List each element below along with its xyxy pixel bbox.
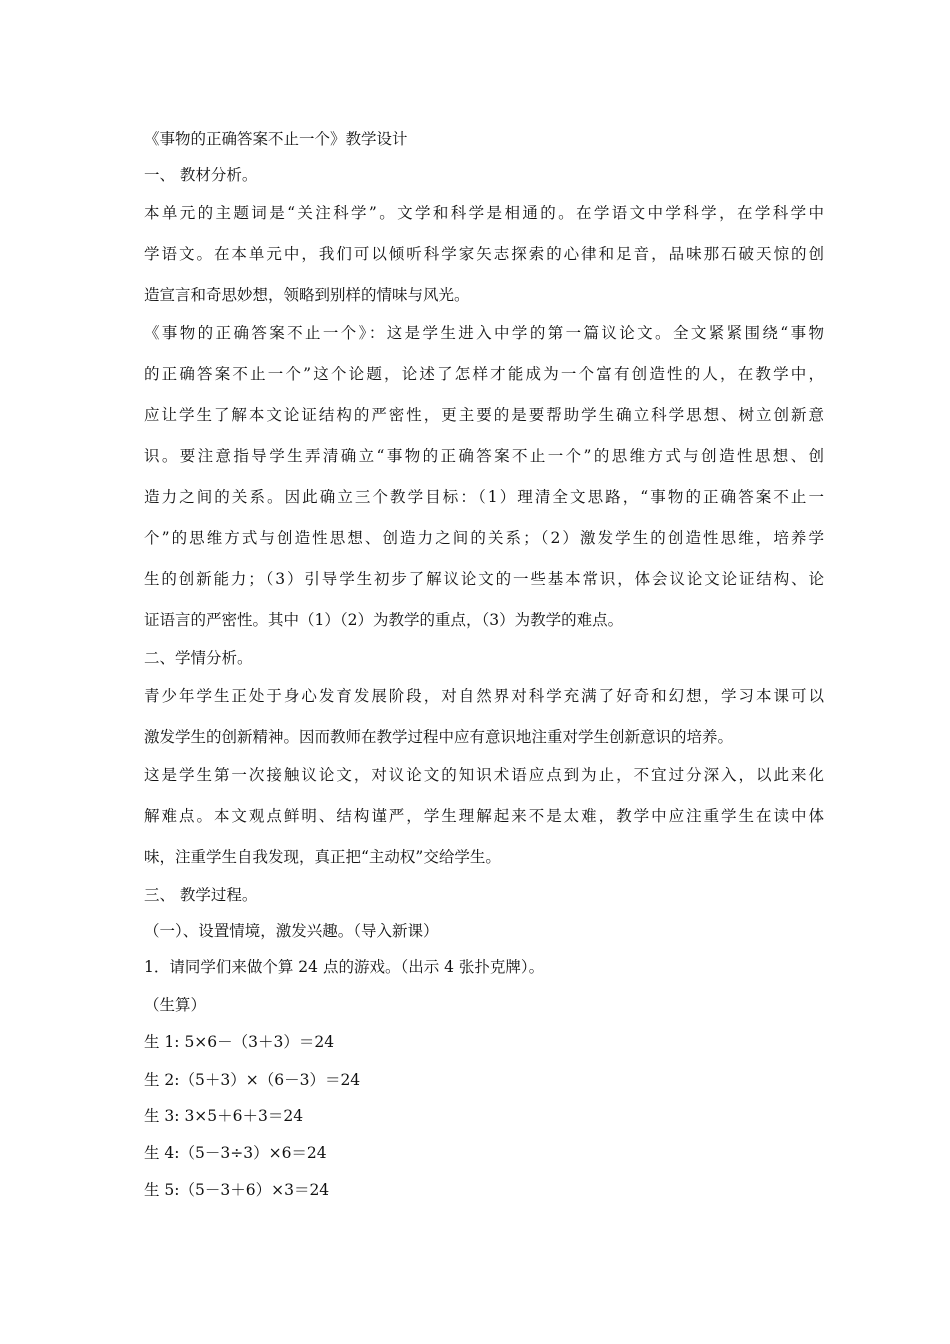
section-heading-3: 三、 教学过程。 (144, 886, 258, 904)
paragraph-line: 个”的思维方式与创造性思想、创造力之间的关系；（2）激发学生的创造性思维，培养学 (144, 529, 824, 547)
section-heading-2: 二、学情分析。 (144, 649, 253, 667)
paragraph-line: 造宣言和奇思妙想，领略到别样的情味与风光。 (144, 286, 470, 304)
document-title: 《事物的正确答案不止一个》教学设计 (144, 130, 408, 148)
paragraph-line: 本单元的主题词是“关注科学”。文学和科学是相通的。在学语文中学科学，在学科学中 (144, 204, 824, 222)
paragraph-line: 《事物的正确答案不止一个》：这是学生进入中学的第一篇议论文。全文紧紧围绕“事物 (144, 324, 824, 342)
paragraph-line: 青少年学生正处于身心发育发展阶段，对自然界对科学充满了好奇和幻想，学习本课可以 (144, 687, 824, 705)
answer-line: 生 1: 5×6－（3＋3）＝24 (144, 1033, 335, 1051)
paragraph-line: 激发学生的创新精神。因而教师在教学过程中应有意识地注重对学生创新意识的培养。 (144, 728, 734, 746)
paragraph-line: 造力之间的关系。因此确立三个教学目标：（1）理清全文思路，“事物的正确答案不止一 (144, 488, 824, 506)
paragraph-line: 证语言的严密性。其中（1）（2）为教学的重点，（3）为教学的难点。 (144, 611, 624, 629)
paragraph-line: 味，注重学生自我发现，真正把“主动权”交给学生。 (144, 848, 501, 866)
answer-line: 生 3: 3×5＋6＋3＝24 (144, 1107, 304, 1125)
answer-line: 生 2:（5＋3）×（6－3）＝24 (144, 1071, 361, 1089)
paragraph-line: 识。要注意指导学生弄清确立“事物的正确答案不止一个”的思维方式与创造性思想、创 (144, 447, 824, 465)
paragraph-line: 的正确答案不止一个”这个论题，论述了怎样才能成为一个富有创造性的人，在教学中， (144, 365, 824, 383)
list-item: 1．请同学们来做个算 24 点的游戏。（出示 4 张扑克牌）。 (144, 958, 545, 976)
answer-line: 生 4:（5－3÷3）×6＝24 (144, 1144, 327, 1162)
paragraph-line: 应让学生了解本文论证结构的严密性，更主要的是要帮助学生确立科学思想、树立创新意 (144, 406, 824, 424)
answer-line: 生 5:（5－3＋6）×3＝24 (144, 1181, 330, 1199)
paragraph-line: 生的创新能力；（3）引导学生初步了解议论文的一些基本常识，体会议论文论证结构、论 (144, 570, 824, 588)
section-heading-1: 一、 教材分析。 (144, 166, 258, 184)
paragraph-line: 这是学生第一次接触议论文，对议论文的知识术语应点到为止，不宜过分深入，以此来化 (144, 766, 824, 784)
paragraph-line: 学语文。在本单元中，我们可以倾听科学家矢志探索的心律和足音，品味那石破天惊的创 (144, 245, 824, 263)
subsection-heading: （一）、设置情境，激发兴趣。（导入新课） (144, 922, 439, 940)
note-text: （生算） (144, 996, 207, 1014)
paragraph-line: 解难点。本文观点鲜明、结构谨严，学生理解起来不是太难，教学中应注重学生在读中体 (144, 807, 824, 825)
